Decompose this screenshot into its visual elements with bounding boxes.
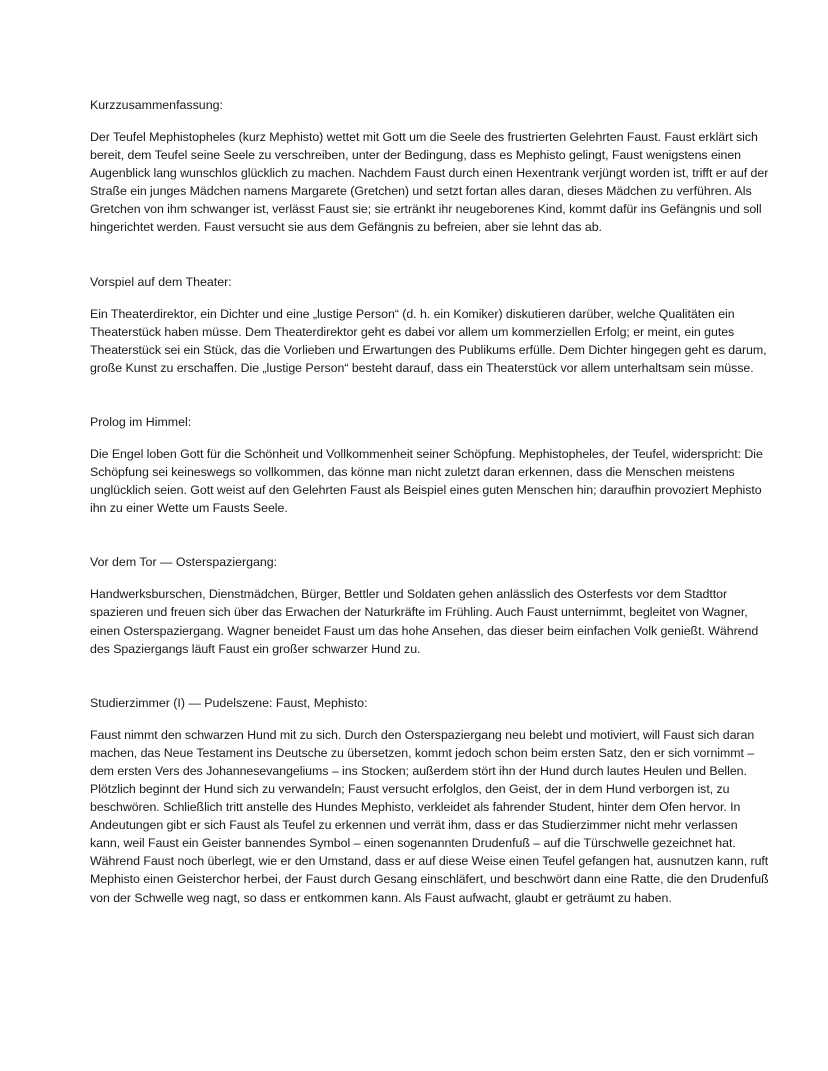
section-vorspiel [90,273,770,377]
section-paragraph: Der Teufel Mephistopheles (kurz Mephisto) wettet mit Gott um die Seele des frustrierten Gelehrten Faust. Faust erklärt sich bereit, dem Teufel seine Seele zu verschreiben, unter der Bedingung, dass es Mephisto gelingt, Faust wenigstens einen Augenblick lang wunschlos glücklich zu machen. Nachdem Faust durch einen Hexentrank verjüngt worden ist, trifft er auf der Straße ein junges Mädchen namens Margarete (Gretchen) und setzt fortan alles daran, dieses Mädchen zu verführen. Als Gretchen von ihm schwanger ist, verlässt Faust sie; sie ertränkt ihr neugeborenes Kind, kommt dafür ins Gefängnis und soll hingerichtet werden. Faust versucht sie aus dem Gefängnis zu befreien, aber sie lehnt das ab. [90,130,769,235]
section-spacer [90,658,770,694]
section-osterspaziergang [90,553,770,657]
section-kurzzusammenfassung [90,96,770,237]
section-spacer [90,517,770,553]
section-heading: Vor dem Tor — Osterspaziergang: [90,555,278,570]
section-paragraph: Die Engel loben Gott für die Schönheit und Vollkommenheit seiner Schöpfung. Mephistopheles, der Teufel, widerspricht: Die Schöpfung sei keineswegs so vollkommen, das könne man nicht zuletzt daran erkennen, dass die Menschen meistens unglücklich seien. Gott weist auf den Gelehrten Faust als Beispiel eines guten Menschen hin; daraufhin provoziert Mephisto ihn zu einer Wette um Fausts Seele. [90,446,763,516]
section-heading: Vorspiel auf dem Theater: [90,274,232,289]
section-paragraph: Handwerksburschen, Dienstmädchen, Bürger, Bettler und Soldaten gehen anlässlich des Osterfests vor dem Stadttor spazieren und freuen sich über das Erwachen der Naturkräfte im Frühling. Auch Faust unternimmt, begleitet von Wagner, einen Osterspaziergang. Wagner beneidet Faust um das hohe Ansehen, das dieser beim einfachen Volk genießt. Während des Spaziergangs läuft Faust ein großer schwarzer Hund zu. [90,587,759,656]
section-heading: Kurzzusammenfassung: [90,98,223,112]
section-heading: Studierzimmer (I) — Pudelszene: Faust, Mephisto: [90,695,368,710]
section-prolog [90,413,770,517]
section-paragraph: Faust nimmt den schwarzen Hund mit zu sich. Durch den Osterspaziergang neu belebt und motiviert, will Faust sich daran machen, das Neue Testament ins Deutsche zu übersetzen, kommt jedoch schon beim ersten Satz, den er sich vornimmt – dem ersten Vers des Johannesevangeliums – ins Stocken; außerdem stört ihn der Hund durch lautes Heulen und Bellen. Plötzlich beginnt der Hund sich zu verwandeln; Faust versucht erfolglos, den Geist, der in dem Hund verborgen ist, zu beschwören. Schließlich tritt anstelle des Hundes Mephisto, verkleidet als fahrender Student, hinter dem Ofen hervor. In Andeutungen gibt er sich Faust als Teufel zu erkennen und verrät ihm, dass er das Studierzimmer nicht mehr verlassen kann, weil Faust ein Geister bannendes Symbol – einen sogenannten Drudenfuß – auf die Türschwelle gezeichnet hat. Während Faust noch überlegt, wie er den Umstand, dass er auf diese Weise einen Teufel gefangen hat, ausnutzen kann, ruft Mephisto einen Geisterchor herbei, der Faust durch Gesang einschläfert, und beschwört dann eine Ratte, die den Drudenfuß von der Schwelle weg nagt, so dass er entkommen kann. Als Faust aufwacht, glaubt er geträumt zu haben. [90,727,769,905]
section-spacer [90,377,770,413]
section-spacer [90,237,770,273]
section-heading: Prolog im Himmel: [90,414,192,429]
section-studierzimmer [90,694,770,907]
document-page [90,96,770,907]
section-paragraph: Ein Theaterdirektor, ein Dichter und eine „lustige Person“ (d. h. ein Komiker) diskutieren darüber, welche Qualitäten ein Theaterstück haben müsse. Dem Theaterdirektor geht es dabei vor allem um kommerziellen Erfolg; er meint, ein gutes Theaterstück sei ein Stück, das die Vorlieben und Erwartungen des Publikums erfülle. Dem Dichter hingegen geht es darum, große Kunst zu erschaffen. Die „lustige Person“ besteht darauf, dass ein Theaterstück vor allem unterhaltsam sein müsse. [90,306,767,375]
